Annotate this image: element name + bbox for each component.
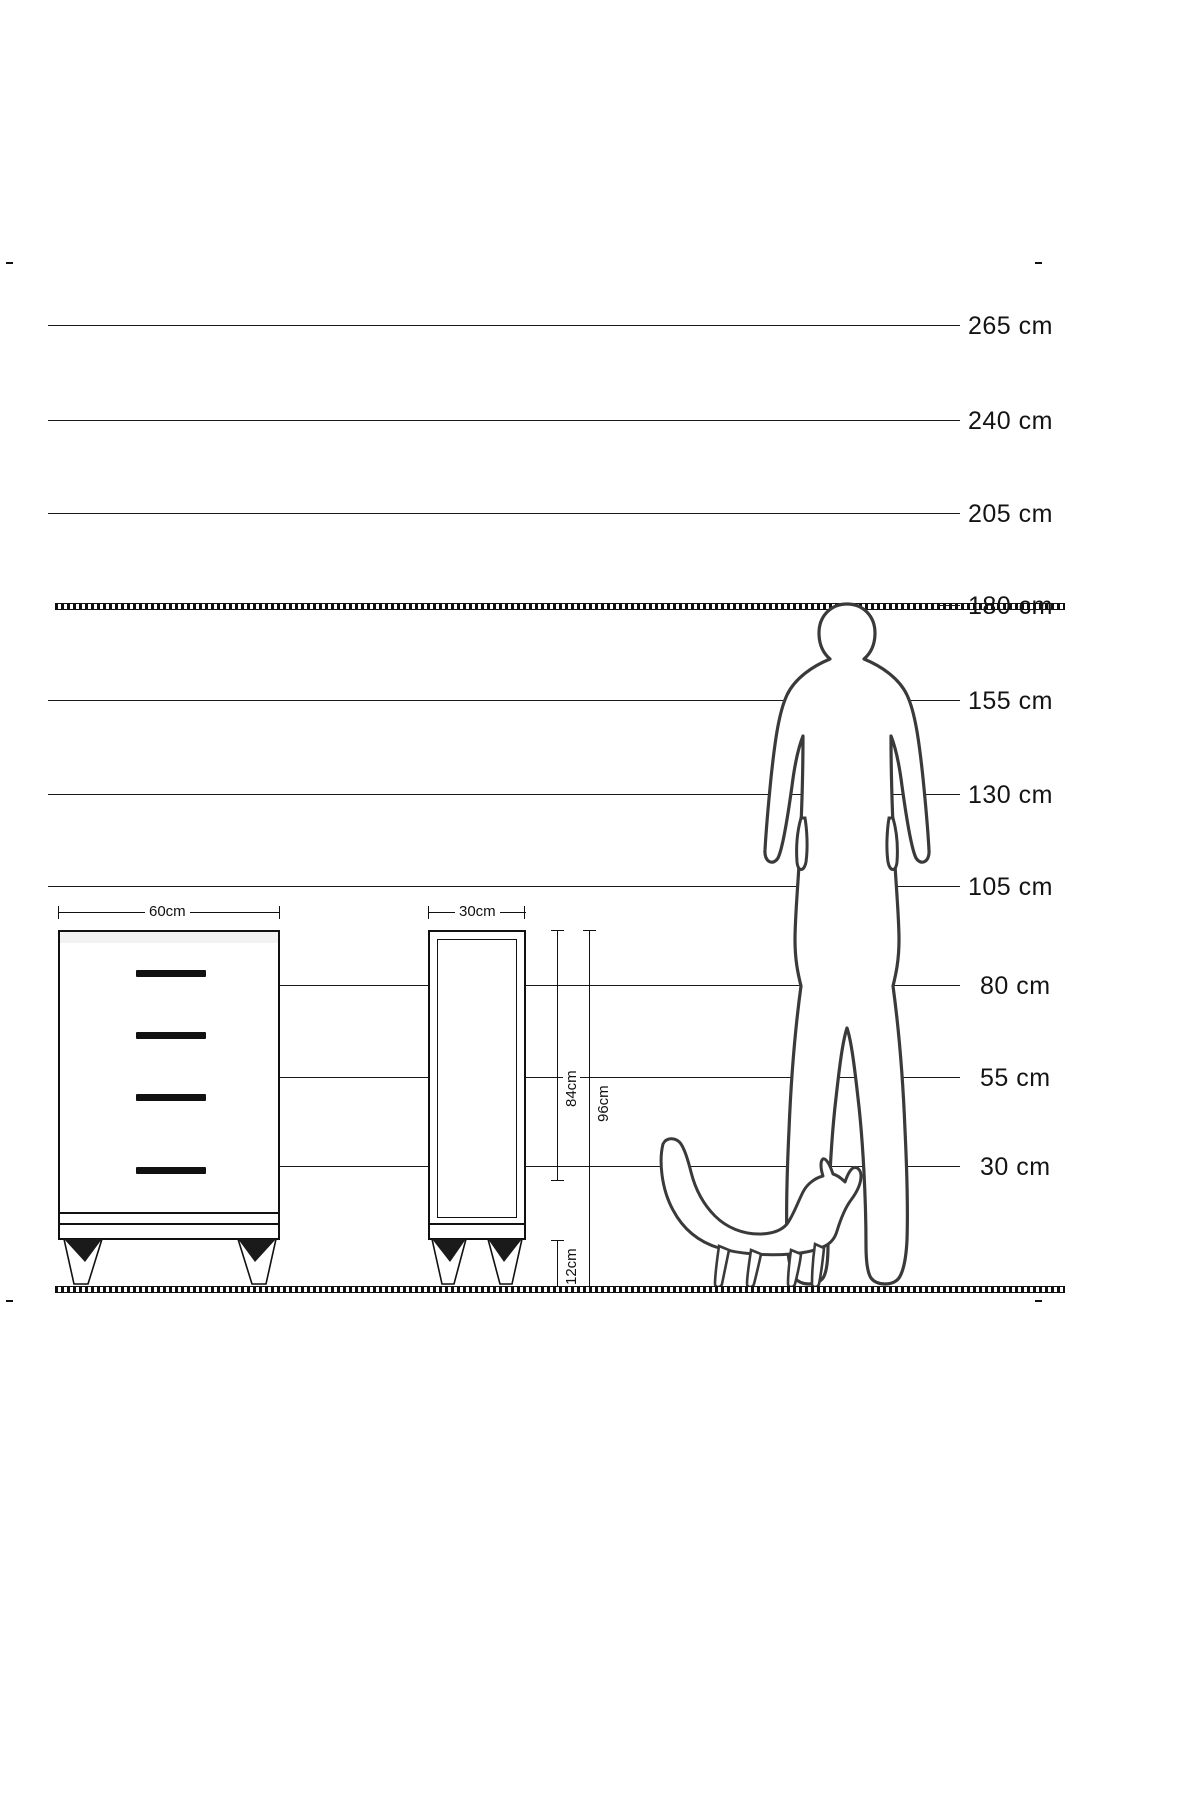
dresser-plinth [60,1223,278,1238]
scale-label-265: 265 cm [968,312,1053,340]
dimension-cap-84-bottom [551,1180,564,1181]
dimension-label-dresser-width: 60cm [145,903,190,920]
drawer-handle-3[interactable] [136,1094,206,1101]
corner-tick-bottom-left [6,1300,13,1302]
scale-label-180: 180 cm [968,592,1053,620]
scale-label-240: 240 cm [968,407,1053,435]
scale-tick-265 [938,325,960,326]
cabinet-plinth [430,1223,524,1238]
dresser-legs [58,1238,282,1290]
dimension-label-cabinet-body-height: 84cm [563,1067,580,1110]
scale-label-55: 55 cm [980,1064,1051,1092]
drawer-2[interactable] [60,1005,278,1069]
drawer-4[interactable] [60,1129,278,1214]
corner-tick-top-left [6,262,13,264]
dimension-label-cabinet-width: 30cm [455,903,500,920]
scale-line-240 [48,420,950,421]
drawer-handle-2[interactable] [136,1032,206,1039]
scale-tick-240 [938,420,960,421]
cabinet-door-panel[interactable] [437,939,517,1218]
dimension-label-cabinet-total-height: 96cm [595,1082,612,1125]
dimension-cap-84-top [551,930,564,931]
scale-label-30: 30 cm [980,1153,1051,1181]
drawer-handle-4[interactable] [136,1167,206,1174]
corner-tick-top-right [1035,262,1042,264]
scale-label-155: 155 cm [968,687,1053,715]
chest-of-drawers[interactable] [58,930,280,1240]
cat-silhouette [655,1130,870,1292]
dimension-cap-96-top [583,930,596,931]
drawer-3[interactable] [60,1067,278,1131]
tall-cabinet[interactable] [428,930,526,1240]
scale-label-205: 205 cm [968,500,1053,528]
dimension-line-cabinet-leg-height [557,1240,558,1288]
scale-label-105: 105 cm [968,873,1053,901]
scale-line-205 [48,513,950,514]
dimension-cap-cabinet-right [524,906,525,919]
dimension-cap-cabinet-left [428,906,429,919]
dimension-cap-12-top [551,1240,564,1241]
scale-line-265 [48,325,950,326]
scale-label-80: 80 cm [980,972,1051,1000]
cabinet-legs [428,1238,528,1290]
dimension-cap-dresser-left [58,906,59,919]
drawer-1[interactable] [60,943,278,1007]
ground-line [55,1286,1065,1293]
corner-tick-bottom-right [1035,1300,1042,1302]
drawer-handle-1[interactable] [136,970,206,977]
scale-label-130: 130 cm [968,781,1053,809]
scale-tick-205 [938,513,960,514]
dimension-line-cabinet-body-height [557,930,558,1180]
dimension-line-cabinet-total-height [589,930,590,1288]
dimension-label-cabinet-leg-height: 12cm [563,1245,580,1288]
dimension-cap-dresser-right [279,906,280,919]
